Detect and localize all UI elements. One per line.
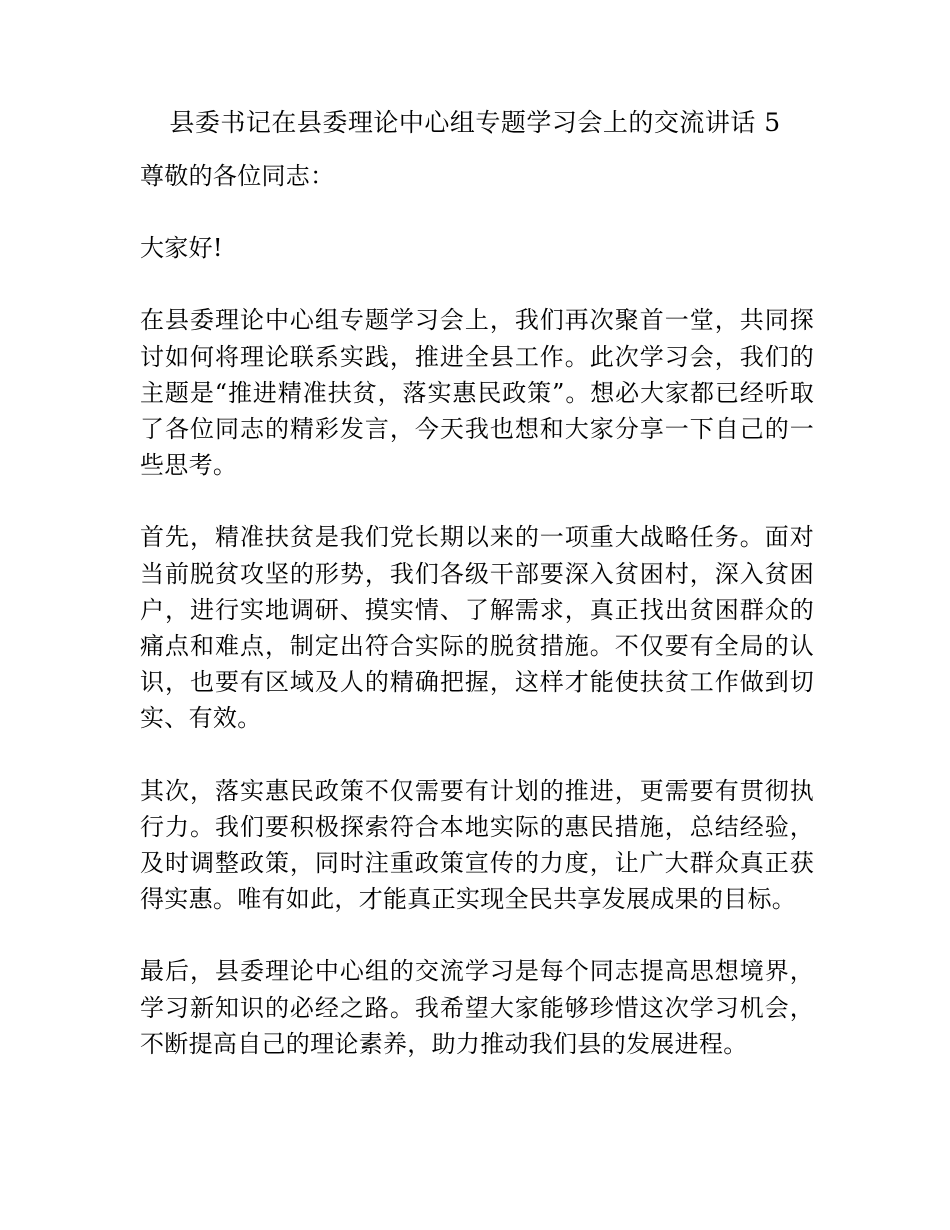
paragraph-last: 最后，县委理论中心组的交流学习是每个同志提高思想境界，学习新知识的必经之路。我希望大家能够珍惜这次学习机会，不断提高自己的理论素养，助力推动我们县的发展进程。 — [140, 957, 814, 1058]
paragraph-gap — [140, 737, 814, 773]
paragraph-gap — [140, 266, 814, 302]
paragraph-second: 其次，落实惠民政策不仅需要有计划的推进，更需要有贯彻执行力。我们要积极探索符合本地实际的惠民措施，总结经验，及时调整政策，同时注重政策宣传的力度，让广大群众真正获得实惠。唯有如此，才能真正实现全民共享发展成果的目标。 — [140, 776, 814, 914]
paragraph-first: 首先，精准扶贫是我们党长期以来的一项重大战略任务。面对当前脱贫攻坚的形势，我们各级干部要深入贫困村，深入贫困户，进行实地调研、摸实情、了解需求，真正找出贫困群众的痛点和难点，制定出符合实际的脱贫措施。不仅要有全局的认识，也要有区域及人的精确把握，这样才能使扶贫工作做到切实、有效。 — [140, 523, 814, 733]
paragraph-gap — [140, 194, 814, 230]
document-title: 县委书记在县委理论中心组专题学习会上的交流讲话 5 — [169, 108, 781, 137]
paragraph-intro: 在县委理论中心组专题学习会上，我们再次聚首一堂，共同探讨如何将理论联系实践，推进全县工作。此次学习会，我们的主题是“推进精准扶贫，落实惠民政策”。想必大家都已经听取了各位同志的精彩发言，今天我也想和大家分享一下自己的一些思考。 — [140, 306, 814, 480]
paragraph-gap — [140, 483, 814, 519]
greeting: 大家好! — [140, 234, 223, 263]
document-body — [140, 158, 814, 1062]
salutation: 尊敬的各位同志： — [140, 162, 335, 190]
paragraph-gap — [140, 917, 814, 953]
